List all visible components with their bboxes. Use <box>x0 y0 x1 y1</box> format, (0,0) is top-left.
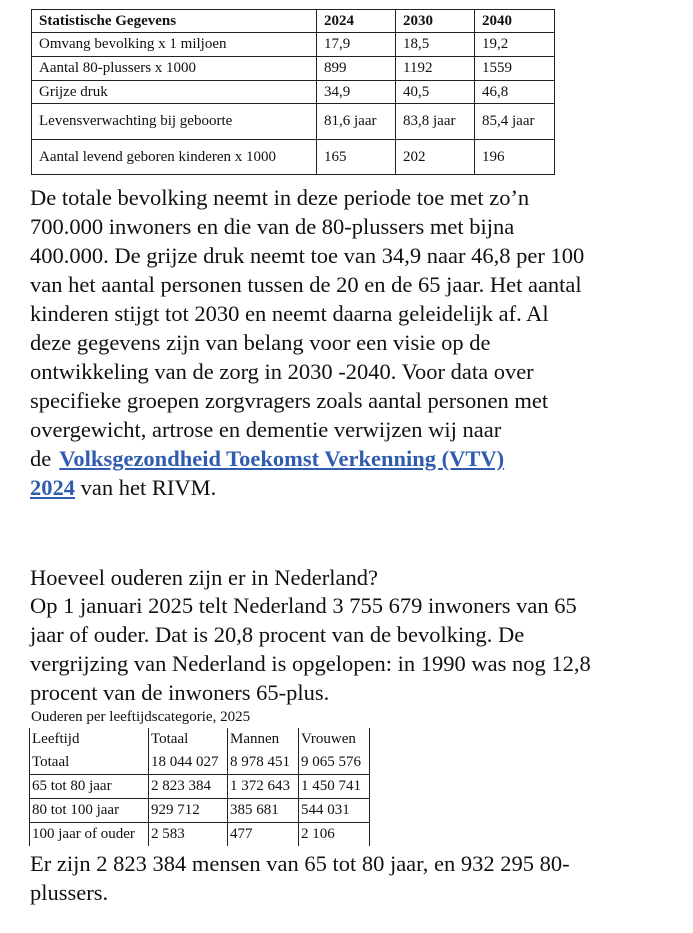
table-cell: 17,9 <box>317 33 396 57</box>
row-label: 80 tot 100 jaar <box>30 799 149 823</box>
row-label: 100 jaar of ouder <box>30 823 149 847</box>
age-table-caption: Ouderen per leeftijdscategorie, 2025 <box>31 709 251 725</box>
summary-paragraph <box>30 849 680 907</box>
text-line: specifieke groepen zorgvragers zoals aantal personen met <box>30 388 549 413</box>
table-cell: 40,5 <box>396 81 475 104</box>
text-line: 400.000. De grijze druk neemt toe van 34,9 naar 46,8 per 100 <box>30 243 585 268</box>
row-label: Omvang bevolking x 1 miljoen <box>32 33 317 57</box>
text-line: van het aantal personen tussen de 20 en de 65 jaar. Het aantal <box>30 272 582 297</box>
table-cell: 385 681 <box>228 799 299 823</box>
table-cell: 477 <box>228 823 299 847</box>
header-cell: 2024 <box>317 10 396 33</box>
header-cell: Statistische Gegevens <box>32 10 317 33</box>
question-heading: Hoeveel ouderen zijn er in Nederland? <box>30 565 378 590</box>
text-line: kinderen stijgt tot 2030 en neemt daarna geleidelijk af. Al <box>30 301 549 326</box>
table-cell: 18,5 <box>396 33 475 57</box>
link-suffix: van het RIVM. <box>75 475 217 500</box>
text-line: jaar of ouder. Dat is 20,8 procent van de bevolking. De <box>30 622 525 647</box>
statistics-table <box>31 9 555 175</box>
vtv-link-year[interactable]: 2024 <box>30 475 75 500</box>
table-row <box>32 104 555 140</box>
row-label: Aantal levend geboren kinderen x 1000 <box>32 140 317 175</box>
table-row <box>30 751 370 775</box>
table-cell: 196 <box>475 140 555 175</box>
text-line: overgewicht, artrose en dementie verwijzen wij naar <box>30 417 502 442</box>
text-line: ontwikkeling van de zorg in 2030 -2040. Voor data over <box>30 359 534 384</box>
table-cell: 34,9 <box>317 81 396 104</box>
table-cell: 1559 <box>475 57 555 81</box>
table-row <box>30 823 370 847</box>
table-header-row <box>32 10 555 33</box>
table-row <box>32 33 555 57</box>
table-cell: 18 044 027 <box>149 751 228 775</box>
table-cell: 165 <box>317 140 396 175</box>
table-header-row <box>30 728 370 751</box>
table-cell: 81,6 jaar <box>317 104 396 140</box>
table-row <box>30 799 370 823</box>
age-category-table <box>29 728 370 846</box>
text-line: vergrijzing van Nederland is opgelopen: in 1990 was nog 12,8 <box>30 651 591 676</box>
table-cell: 1192 <box>396 57 475 81</box>
table-cell: 2 823 384 <box>149 775 228 799</box>
header-cell: Mannen <box>228 728 299 751</box>
text-line: plussers. <box>30 880 109 905</box>
row-label: 65 tot 80 jaar <box>30 775 149 799</box>
table-row <box>32 81 555 104</box>
text-line: De totale bevolking neemt in deze periode toe met zo’n <box>30 185 530 210</box>
elderly-paragraph <box>30 591 680 707</box>
table-cell: 46,8 <box>475 81 555 104</box>
table-row <box>32 140 555 175</box>
text-line-with-link <box>30 444 680 473</box>
header-cell: Vrouwen <box>299 728 370 751</box>
header-cell: Totaal <box>149 728 228 751</box>
header-cell: 2040 <box>475 10 555 33</box>
vtv-link[interactable]: Volksgezondheid Toekomst Verkenning (VTV) <box>59 446 505 471</box>
row-label: Aantal 80-plussers x 1000 <box>32 57 317 81</box>
table-cell: 19,2 <box>475 33 555 57</box>
table-cell: 2 583 <box>149 823 228 847</box>
text-line: Op 1 januari 2025 telt Nederland 3 755 679 inwoners van 65 <box>30 593 577 618</box>
text-line: procent van de inwoners 65-plus. <box>30 680 330 705</box>
table-cell: 544 031 <box>299 799 370 823</box>
text-line: deze gegevens zijn van belang voor een visie op de <box>30 330 491 355</box>
row-label: Levensverwachting bij geboorte <box>32 104 317 140</box>
table-cell: 85,4 jaar <box>475 104 555 140</box>
table-row <box>30 775 370 799</box>
link-prefix: de <box>30 446 52 471</box>
table-cell: 899 <box>317 57 396 81</box>
row-label: Grijze druk <box>32 81 317 104</box>
table-cell: 202 <box>396 140 475 175</box>
table-cell: 83,8 jaar <box>396 104 475 140</box>
table-cell: 1 450 741 <box>299 775 370 799</box>
text-line: Er zijn 2 823 384 mensen van 65 tot 80 jaar, en 932 295 80- <box>30 851 570 876</box>
header-cell: 2030 <box>396 10 475 33</box>
table-cell: 929 712 <box>149 799 228 823</box>
population-paragraph <box>30 183 680 502</box>
row-label: Totaal <box>30 751 149 775</box>
text-line-with-link <box>30 473 680 502</box>
table-cell: 2 106 <box>299 823 370 847</box>
table-cell: 1 372 643 <box>228 775 299 799</box>
table-cell: 9 065 576 <box>299 751 370 775</box>
table-cell: 8 978 451 <box>228 751 299 775</box>
text-line: 700.000 inwoners en die van de 80-plussers met bijna <box>30 214 515 239</box>
header-cell: Leeftijd <box>30 728 149 751</box>
table-row <box>32 57 555 81</box>
